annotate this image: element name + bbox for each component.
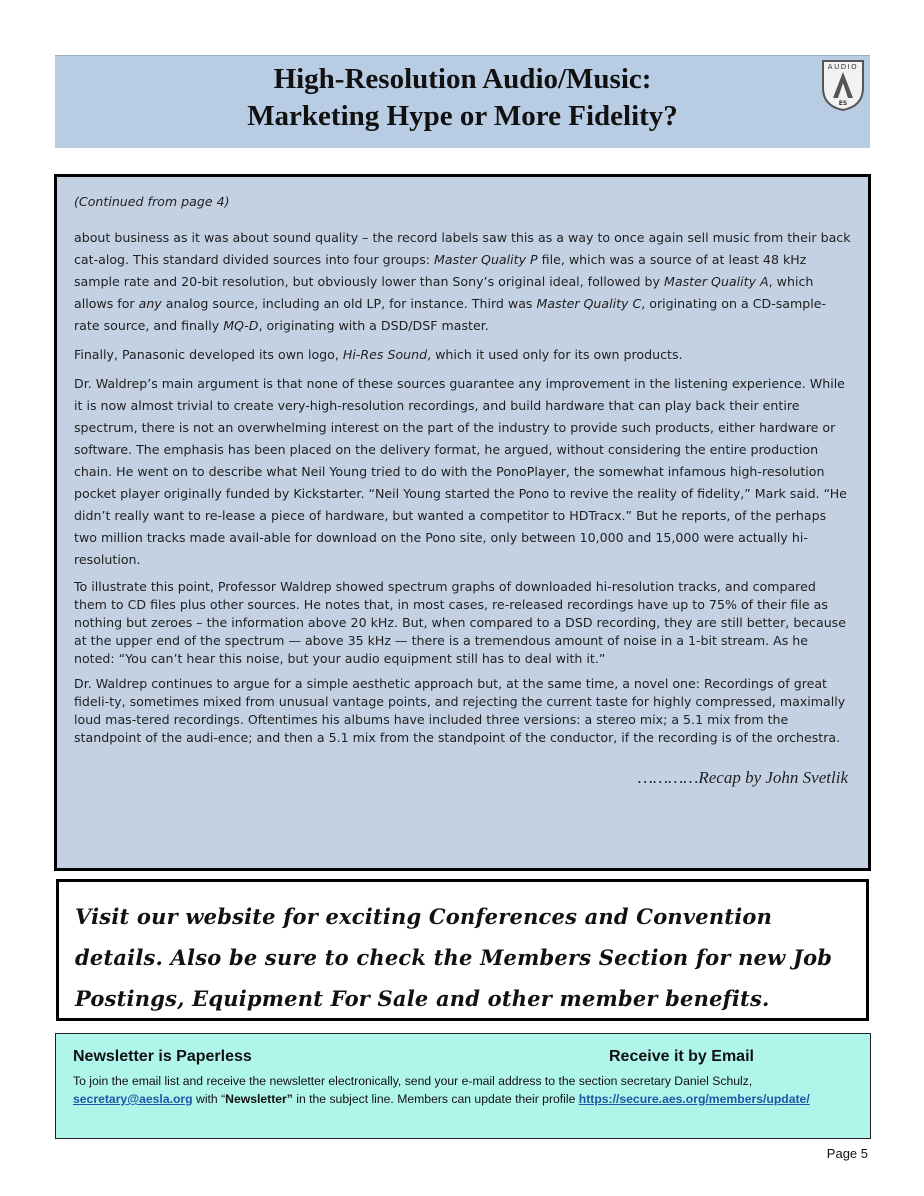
article-paragraph-2: Finally, Panasonic developed its own logo, Hi-Res Sound, which it used only for its own products. <box>74 347 683 362</box>
website-promo <box>56 879 869 1021</box>
title-line-1: High-Resolution Audio/Music: <box>273 63 652 95</box>
aes-logo <box>819 58 867 112</box>
newsletter-box <box>55 1033 871 1139</box>
newsletter-body: To join the email list and receive the newsletter electronically, send your e-mail address to the section secretary Daniel Schulz, secretary@aesla.org with “Newsletter” in the subject line. Members can update their profile https://secure.aes.org/members/update/ <box>73 1074 810 1106</box>
promo-text: Visit our website for exciting Conferences and Convention details. Also be sure to check the Members Section for new Job Postings, Equipment For Sale and other member benefits. <box>75 904 833 1011</box>
recap-byline: …………Recap by John Svetlik <box>637 768 848 787</box>
profile-update-link[interactable]: https://secure.aes.org/members/update/ <box>578 1092 810 1106</box>
logo-bottom-text: ES <box>838 100 848 107</box>
page-header <box>55 55 870 148</box>
title-line-2: Marketing Hype or More Fidelity? <box>247 100 678 132</box>
article-paragraph-1: about business as it was about sound quality – the record labels saw this as a way to once again sell music from their back cat-alog. This standard divided sources into four groups: Master Quality P file, which was a source of at least 48 kHz sample rate and 20-bit resolution, but obviously lower than Sony’s original ideal, followed by Master Quality A, which allows for any analog source, including an old LP, for instance. Third was Master Quality C, originating on a CD-sample-rate source, and finally MQ-D, originating with a DSD/DSF master. <box>74 230 851 333</box>
page-number: Page 5 <box>826 1146 868 1161</box>
article-paragraph-4: To illustrate this point, Professor Waldrep showed spectrum graphs of downloaded hi-resolution tracks, and compared them to CD files plus other sources. He notes that, in most cases, re-released recordings have up to 75% of their file as nothing but zeroes – the information above 20 kHz. But, when compared to a DSD recording, they are still better, because at the upper end of the spectrum — above 35 kHz — there is a tremendous amount of noise in a 1-bit stream. As he noted: “You can’t hear this noise, but your audio equipment still has to deal with it.” <box>74 579 846 666</box>
logo-top-text: AUDIO <box>827 63 859 71</box>
article-paragraph-3: Dr. Waldrep’s main argument is that none of these sources guarantee any improvement in the listening experience. While it is now almost trivial to create very-high-resolution recordings, and build hardware that can play back their entire spectrum, there is not an overwhelming interest on the part of the industry to provide such products, either hardware or software. The emphasis has been placed on the delivery format, he argued, without considering the entire production chain. He went on to describe what Neil Young tried to do with the PonoPlayer, the somewhat infamous high-resolution pocket player originally funded by Kickstarter. “Neil Young started the Pono to revive the reality of fidelity,” Mark said. “He didn’t really want to re-lease a piece of hardware, but wanted a competitor to HDTracx.” But he reports, of the perhaps two million tracks made avail-able for download on the Pono site, only between 10,000 and 15,000 were actually hi-resolution. <box>74 376 847 567</box>
article-paragraph-5: Dr. Waldrep continues to argue for a simple aesthetic approach but, at the same time, a novel one: Recordings of great fideli-ty, sometimes mixed from unusual vantage points, and rejecting the current taste for highly compressed, maximally loud mas-tered recordings. Oftentimes his albums have included three versions: a stereo mix; a 5.1 mix from the standpoint of the audi-ence; and then a 5.1 mix from the standpoint of the conductor, if the recording is of the orchestra. <box>74 676 846 745</box>
secretary-email-link[interactable]: secretary@aesla.org <box>73 1092 193 1106</box>
page-title <box>55 61 870 135</box>
article-body <box>54 174 871 871</box>
continued-note: (Continued from page 4) <box>74 194 230 209</box>
newsletter-heading: Newsletter is Paperless <box>73 1048 252 1065</box>
receive-heading: Receive it by Email <box>609 1048 754 1065</box>
